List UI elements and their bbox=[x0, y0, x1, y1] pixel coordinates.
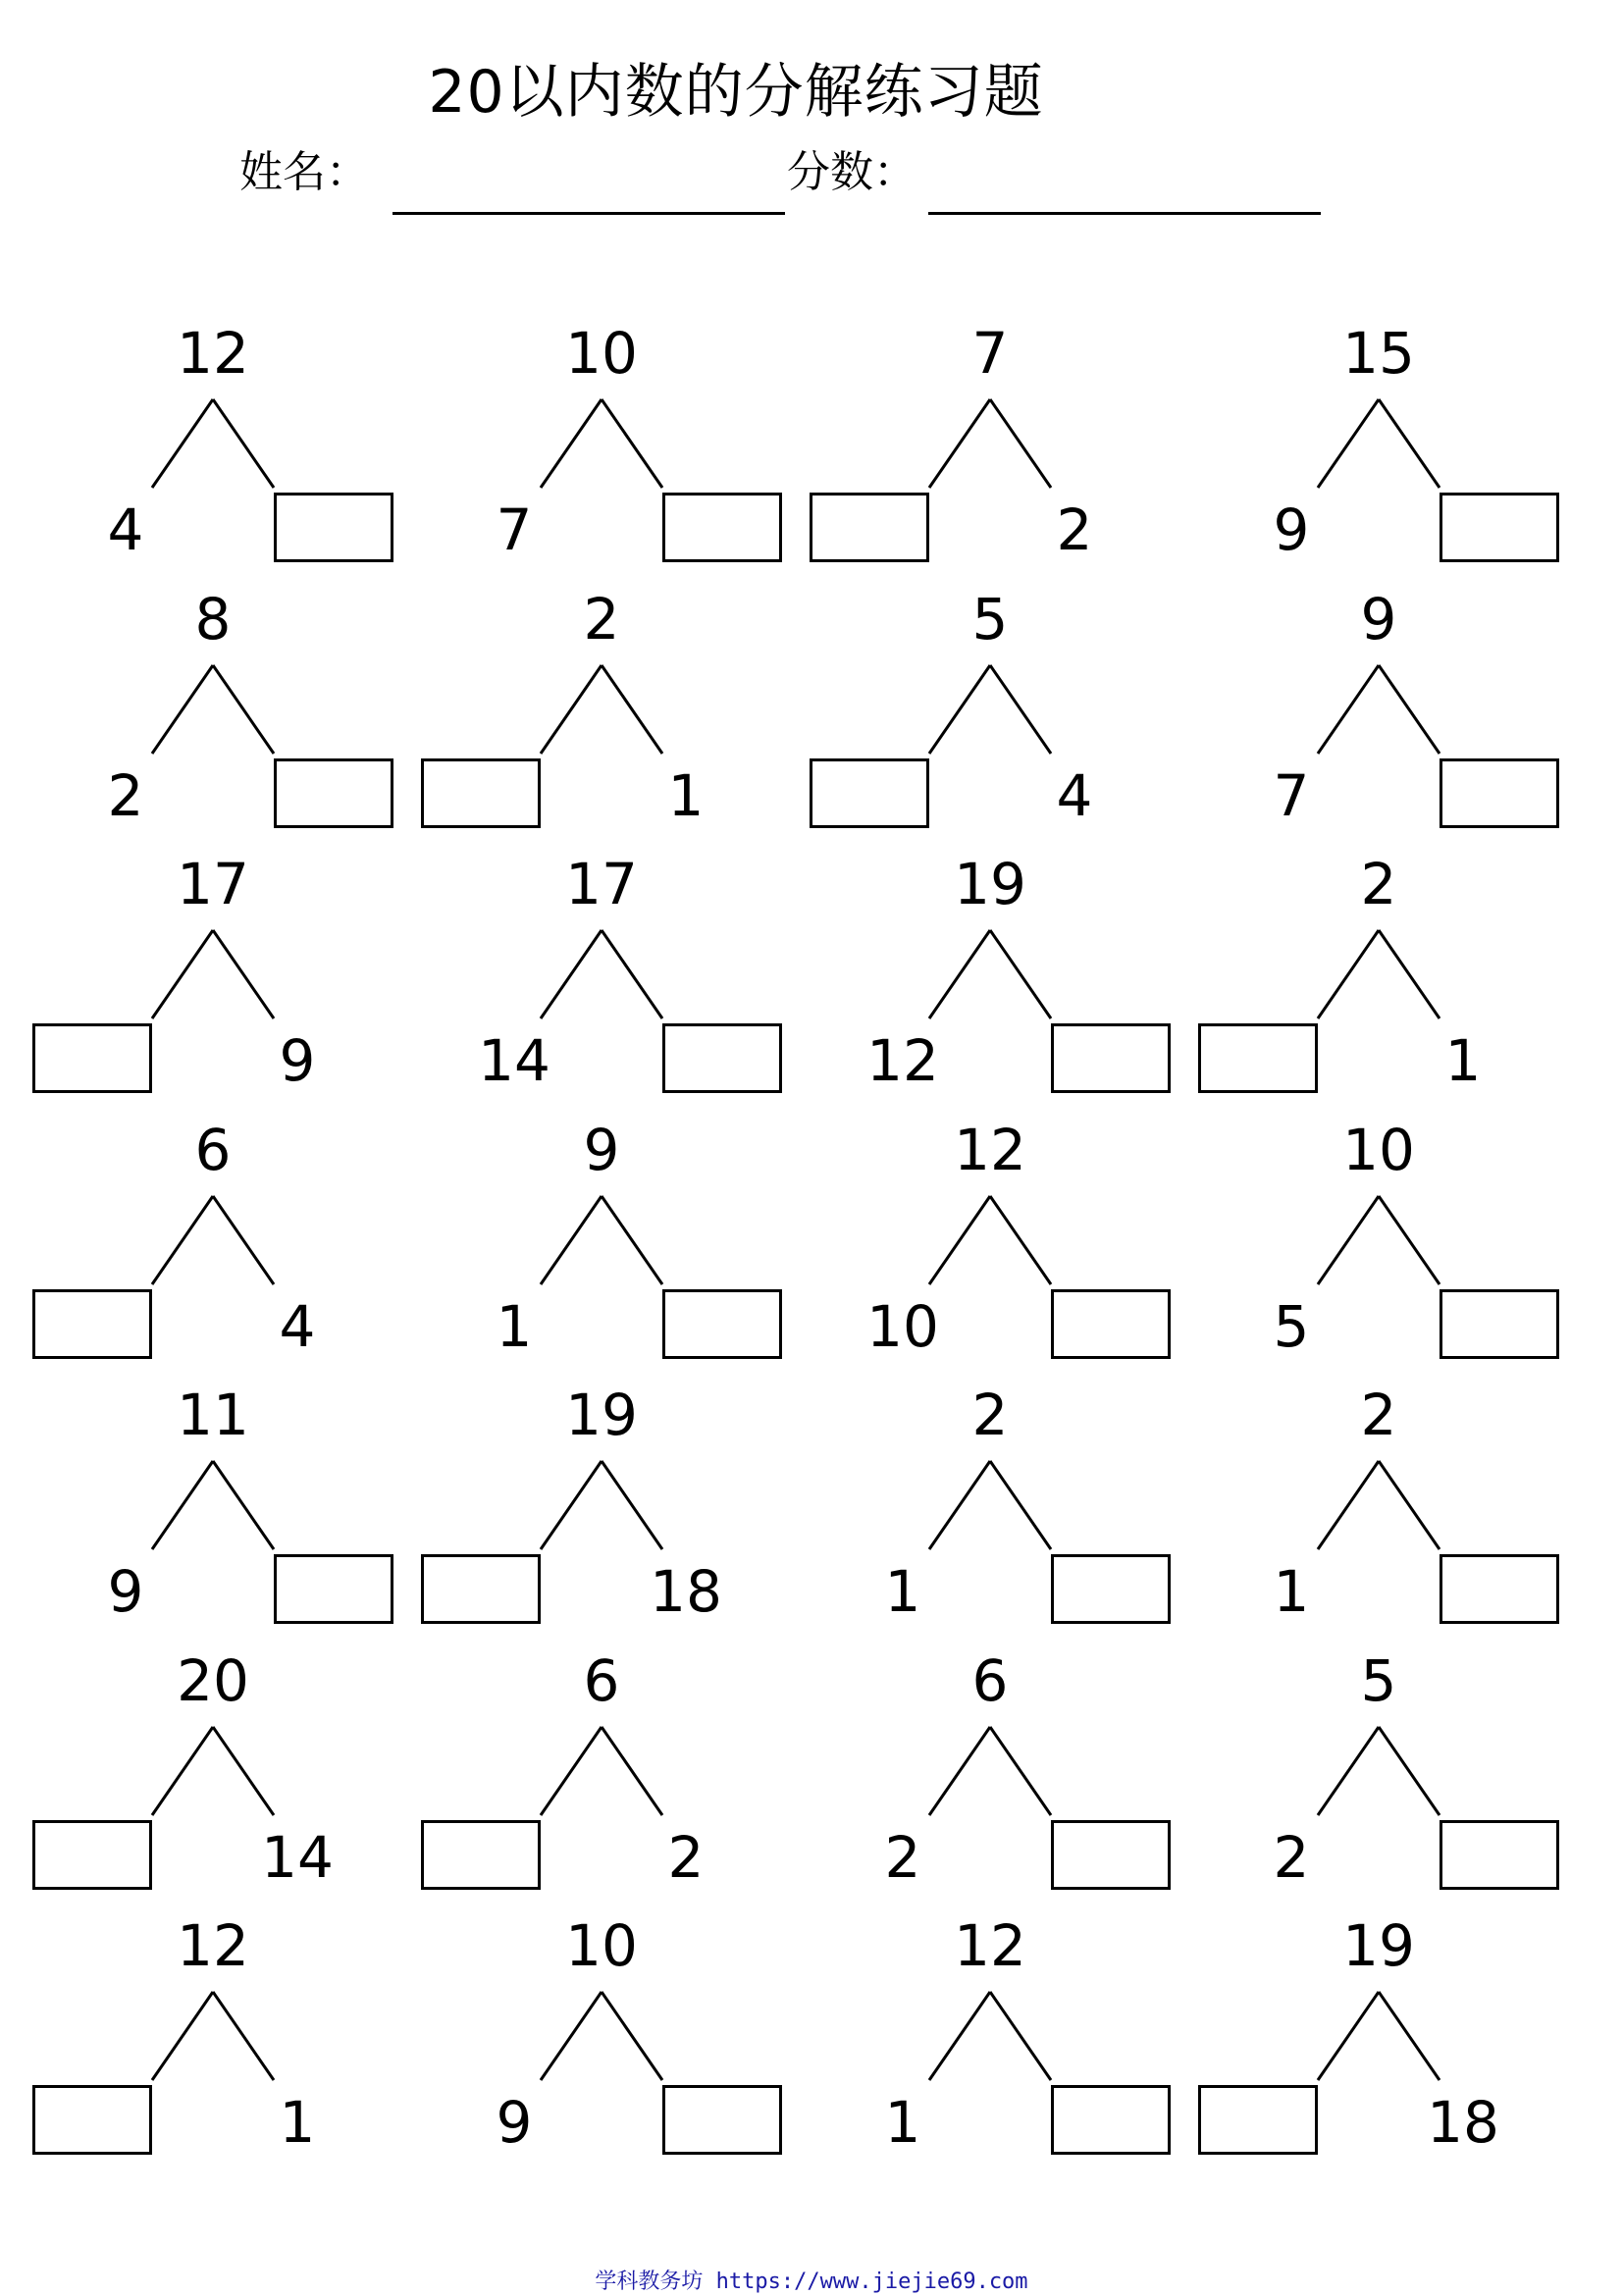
total-number: 12 bbox=[954, 1117, 1026, 1183]
total-number: 2 bbox=[971, 1382, 1009, 1448]
answer-box[interactable] bbox=[1051, 2085, 1171, 2155]
answer-box[interactable] bbox=[662, 1289, 782, 1359]
decomposition-problem bbox=[418, 1911, 807, 2176]
given-part-number: 1 bbox=[884, 2089, 921, 2156]
total-number: 15 bbox=[1342, 320, 1415, 387]
answer-box[interactable] bbox=[421, 1820, 541, 1890]
total-number: 6 bbox=[583, 1647, 620, 1714]
total-number: 19 bbox=[1342, 1912, 1415, 1979]
answer-box[interactable] bbox=[421, 1554, 541, 1624]
decomposition-problem bbox=[807, 1116, 1195, 1381]
right-branch-line bbox=[602, 1461, 662, 1549]
right-branch-line bbox=[213, 1727, 274, 1815]
right-branch-line bbox=[602, 1727, 662, 1815]
total-number: 10 bbox=[565, 320, 638, 387]
total-number: 12 bbox=[954, 1912, 1026, 1979]
given-part-number: 9 bbox=[107, 1558, 144, 1625]
right-branch-line bbox=[990, 665, 1051, 754]
right-branch-line bbox=[990, 1196, 1051, 1284]
total-number: 7 bbox=[971, 320, 1009, 387]
given-part-number: 1 bbox=[279, 2089, 316, 2156]
decomposition-problem bbox=[807, 585, 1195, 850]
answer-box[interactable] bbox=[1051, 1023, 1171, 1093]
decomposition-problem bbox=[418, 319, 807, 584]
decomposition-problem bbox=[1195, 1911, 1584, 2176]
decomposition-problem bbox=[29, 1646, 418, 1911]
given-part-number: 2 bbox=[1056, 496, 1093, 563]
answer-box[interactable] bbox=[274, 493, 393, 562]
right-branch-line bbox=[213, 1992, 274, 2080]
decomposition-problem bbox=[418, 1646, 807, 1911]
given-part-number: 4 bbox=[279, 1293, 316, 1360]
left-branch-line bbox=[1318, 1196, 1379, 1284]
left-branch-line bbox=[152, 399, 213, 488]
right-branch-line bbox=[213, 399, 274, 488]
decomposition-problem bbox=[29, 319, 418, 584]
given-part-number: 9 bbox=[1273, 496, 1310, 563]
total-number: 12 bbox=[177, 1912, 249, 1979]
right-branch-line bbox=[990, 1727, 1051, 1815]
given-part-number: 2 bbox=[884, 1824, 921, 1891]
right-branch-line bbox=[213, 665, 274, 754]
left-branch-line bbox=[541, 1196, 602, 1284]
left-branch-line bbox=[929, 1196, 990, 1284]
total-number: 9 bbox=[1360, 586, 1397, 652]
decomposition-problem bbox=[807, 850, 1195, 1115]
answer-box[interactable] bbox=[32, 1820, 152, 1890]
total-number: 11 bbox=[177, 1382, 249, 1448]
right-branch-line bbox=[602, 399, 662, 488]
left-branch-line bbox=[929, 930, 990, 1018]
decomposition-problem bbox=[29, 850, 418, 1115]
answer-box[interactable] bbox=[1440, 1820, 1559, 1890]
answer-box[interactable] bbox=[662, 493, 782, 562]
total-number: 19 bbox=[954, 851, 1026, 917]
right-branch-line bbox=[990, 1461, 1051, 1549]
answer-box[interactable] bbox=[662, 1023, 782, 1093]
worksheet-title: 20以内数的分解练习题 bbox=[428, 58, 1044, 127]
given-part-number: 18 bbox=[1427, 2089, 1499, 2156]
left-branch-line bbox=[541, 930, 602, 1018]
right-branch-line bbox=[602, 1196, 662, 1284]
left-branch-line bbox=[152, 1992, 213, 2080]
answer-box[interactable] bbox=[274, 758, 393, 828]
name-blank-line[interactable] bbox=[393, 212, 785, 215]
left-branch-line bbox=[152, 1196, 213, 1284]
right-branch-line bbox=[1379, 1196, 1440, 1284]
answer-box[interactable] bbox=[1051, 1554, 1171, 1624]
given-part-number: 7 bbox=[496, 496, 533, 563]
answer-box[interactable] bbox=[274, 1554, 393, 1624]
right-branch-line bbox=[1379, 399, 1440, 488]
decomposition-problem bbox=[418, 585, 807, 850]
decomposition-problem bbox=[807, 1381, 1195, 1645]
given-part-number: 4 bbox=[1056, 762, 1093, 829]
answer-box[interactable] bbox=[1051, 1289, 1171, 1359]
right-branch-line bbox=[1379, 1727, 1440, 1815]
right-branch-line bbox=[213, 1196, 274, 1284]
left-branch-line bbox=[541, 1461, 602, 1549]
answer-box[interactable] bbox=[1440, 493, 1559, 562]
given-part-number: 18 bbox=[650, 1558, 722, 1625]
name-label: 姓名： bbox=[239, 147, 369, 197]
total-number: 9 bbox=[583, 1117, 620, 1183]
decomposition-problem bbox=[807, 319, 1195, 584]
right-branch-line bbox=[1379, 1992, 1440, 2080]
given-part-number: 7 bbox=[1273, 762, 1310, 829]
answer-box[interactable] bbox=[1051, 1820, 1171, 1890]
answer-box[interactable] bbox=[810, 493, 929, 562]
total-number: 17 bbox=[565, 851, 638, 917]
right-branch-line bbox=[602, 930, 662, 1018]
given-part-number: 4 bbox=[107, 496, 144, 563]
right-branch-line bbox=[990, 1992, 1051, 2080]
total-number: 2 bbox=[1360, 1382, 1397, 1448]
decomposition-problem bbox=[807, 1646, 1195, 1911]
answer-box[interactable] bbox=[32, 1023, 152, 1093]
left-branch-line bbox=[541, 1727, 602, 1815]
right-branch-line bbox=[1379, 930, 1440, 1018]
total-number: 12 bbox=[177, 320, 249, 387]
given-part-number: 2 bbox=[107, 762, 144, 829]
decomposition-problem bbox=[1195, 585, 1584, 850]
given-part-number: 2 bbox=[667, 1824, 705, 1891]
given-part-number: 1 bbox=[884, 1558, 921, 1625]
given-part-number: 14 bbox=[478, 1027, 550, 1094]
right-branch-line bbox=[602, 1992, 662, 2080]
left-branch-line bbox=[929, 1461, 990, 1549]
left-branch-line bbox=[929, 665, 990, 754]
answer-box[interactable] bbox=[1440, 1554, 1559, 1624]
score-label: 分数： bbox=[787, 147, 916, 197]
given-part-number: 10 bbox=[866, 1293, 939, 1360]
decomposition-problem bbox=[807, 1911, 1195, 2176]
left-branch-line bbox=[1318, 1992, 1379, 2080]
given-part-number: 12 bbox=[866, 1027, 939, 1094]
score-blank-line[interactable] bbox=[928, 212, 1321, 215]
left-branch-line bbox=[1318, 930, 1379, 1018]
decomposition-problem bbox=[418, 850, 807, 1115]
answer-box[interactable] bbox=[32, 2085, 152, 2155]
decomposition-problem bbox=[1195, 1116, 1584, 1381]
total-number: 19 bbox=[565, 1382, 638, 1448]
decomposition-problem bbox=[1195, 850, 1584, 1115]
decomposition-problem bbox=[29, 1116, 418, 1381]
total-number: 8 bbox=[194, 586, 232, 652]
total-number: 5 bbox=[1360, 1647, 1397, 1714]
left-branch-line bbox=[1318, 1727, 1379, 1815]
total-number: 17 bbox=[177, 851, 249, 917]
left-branch-line bbox=[1318, 665, 1379, 754]
answer-box[interactable] bbox=[32, 1289, 152, 1359]
left-branch-line bbox=[1318, 1461, 1379, 1549]
left-branch-line bbox=[541, 665, 602, 754]
decomposition-problem bbox=[1195, 1646, 1584, 1911]
decomposition-problem bbox=[29, 585, 418, 850]
total-number: 6 bbox=[194, 1117, 232, 1183]
left-branch-line bbox=[541, 399, 602, 488]
given-part-number: 1 bbox=[496, 1293, 533, 1360]
given-part-number: 1 bbox=[667, 762, 705, 829]
right-branch-line bbox=[990, 399, 1051, 488]
decomposition-problem bbox=[418, 1116, 807, 1381]
given-part-number: 9 bbox=[279, 1027, 316, 1094]
answer-box[interactable] bbox=[1440, 758, 1559, 828]
total-number: 5 bbox=[971, 586, 1009, 652]
total-number: 20 bbox=[177, 1647, 249, 1714]
decomposition-problem bbox=[1195, 1381, 1584, 1645]
answer-box[interactable] bbox=[1198, 1023, 1318, 1093]
left-branch-line bbox=[152, 665, 213, 754]
answer-box[interactable] bbox=[1440, 1289, 1559, 1359]
left-branch-line bbox=[152, 1727, 213, 1815]
total-number: 2 bbox=[583, 586, 620, 652]
total-number: 10 bbox=[565, 1912, 638, 1979]
given-part-number: 2 bbox=[1273, 1824, 1310, 1891]
decomposition-problem bbox=[29, 1911, 418, 2176]
given-part-number: 1 bbox=[1273, 1558, 1310, 1625]
decomposition-problem bbox=[418, 1381, 807, 1645]
given-part-number: 5 bbox=[1273, 1293, 1310, 1360]
footer-source: 学科教务坊 https://www.jiejie69.com bbox=[595, 2270, 1028, 2294]
right-branch-line bbox=[213, 1461, 274, 1549]
left-branch-line bbox=[541, 1992, 602, 2080]
answer-box[interactable] bbox=[662, 2085, 782, 2155]
given-part-number: 9 bbox=[496, 2089, 533, 2156]
answer-box[interactable] bbox=[1198, 2085, 1318, 2155]
right-branch-line bbox=[213, 930, 274, 1018]
left-branch-line bbox=[929, 399, 990, 488]
left-branch-line bbox=[152, 1461, 213, 1549]
total-number: 6 bbox=[971, 1647, 1009, 1714]
given-part-number: 14 bbox=[261, 1824, 334, 1891]
answer-box[interactable] bbox=[421, 758, 541, 828]
total-number: 2 bbox=[1360, 851, 1397, 917]
right-branch-line bbox=[990, 930, 1051, 1018]
right-branch-line bbox=[1379, 1461, 1440, 1549]
right-branch-line bbox=[1379, 665, 1440, 754]
left-branch-line bbox=[929, 1992, 990, 2080]
right-branch-line bbox=[602, 665, 662, 754]
left-branch-line bbox=[929, 1727, 990, 1815]
total-number: 10 bbox=[1342, 1117, 1415, 1183]
left-branch-line bbox=[1318, 399, 1379, 488]
left-branch-line bbox=[152, 930, 213, 1018]
given-part-number: 1 bbox=[1444, 1027, 1482, 1094]
decomposition-problem bbox=[1195, 319, 1584, 584]
answer-box[interactable] bbox=[810, 758, 929, 828]
decomposition-problem bbox=[29, 1381, 418, 1645]
